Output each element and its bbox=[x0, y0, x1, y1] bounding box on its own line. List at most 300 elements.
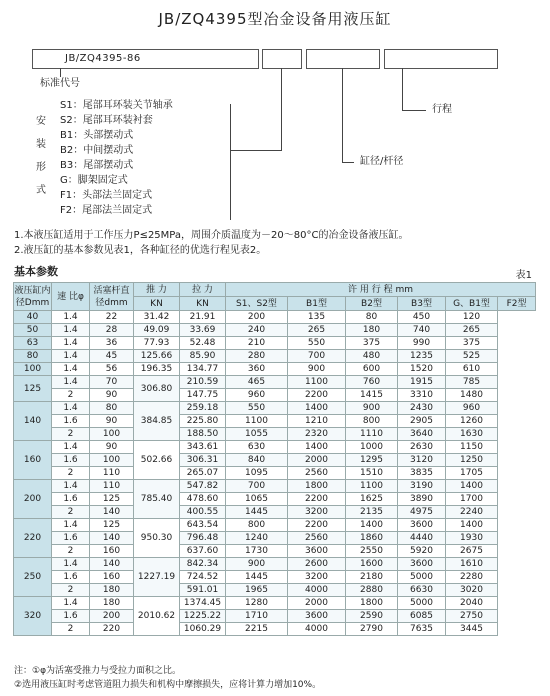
stroke-cell: 700 bbox=[226, 480, 288, 493]
stroke-cell: 2240 bbox=[446, 506, 498, 519]
stroke-cell: 120 bbox=[446, 311, 498, 324]
stroke-cell: 1400 bbox=[288, 441, 346, 454]
stroke-cell: 2590 bbox=[346, 610, 398, 623]
pull-cell: 85.90 bbox=[180, 350, 226, 363]
table-row bbox=[14, 402, 536, 415]
header-ratio: 速 比φ bbox=[52, 283, 90, 311]
stroke-cell: 2000 bbox=[288, 454, 346, 467]
stroke-cell: 1400 bbox=[346, 519, 398, 532]
table-row bbox=[14, 532, 536, 545]
parameter-table-body bbox=[14, 311, 536, 636]
ratio-cell: 1.4 bbox=[52, 311, 90, 324]
stroke-cell: 2675 bbox=[446, 545, 498, 558]
table-row bbox=[14, 428, 536, 441]
stroke-cell: 1700 bbox=[446, 493, 498, 506]
stroke-cell: 2320 bbox=[288, 428, 346, 441]
pull-cell: 33.69 bbox=[180, 324, 226, 337]
stroke-cell: 800 bbox=[346, 415, 398, 428]
bore-cell: 320 bbox=[14, 597, 52, 636]
note-line: 1.本液压缸适用于工作压力P≤25MPa，周围介质温度为－20～80°C的冶金设备液压缸。 bbox=[14, 230, 409, 241]
stroke-cell: 465 bbox=[226, 376, 288, 389]
ratio-cell: 1.6 bbox=[52, 571, 90, 584]
table-row bbox=[14, 558, 536, 571]
stroke-cell: 900 bbox=[346, 402, 398, 415]
pull-cell: 724.52 bbox=[180, 571, 226, 584]
ratio-cell: 1.4 bbox=[52, 376, 90, 389]
header-stroke-col: B2型 bbox=[346, 297, 398, 311]
stroke-cell: 3020 bbox=[446, 584, 498, 597]
stroke-cell: 1600 bbox=[346, 558, 398, 571]
stroke-cell: 525 bbox=[446, 350, 498, 363]
rod-cell: 180 bbox=[90, 584, 134, 597]
stroke-cell: 1210 bbox=[288, 415, 346, 428]
header-pull: 拉 力 bbox=[180, 283, 226, 297]
stroke-cell: 1150 bbox=[446, 441, 498, 454]
pull-cell: 637.60 bbox=[180, 545, 226, 558]
mount-item: S1：尾部耳环装关节轴承 bbox=[60, 100, 173, 111]
push-cell: 125.66 bbox=[134, 350, 180, 363]
stroke-cell: 1110 bbox=[346, 428, 398, 441]
bore-cell: 40 bbox=[14, 311, 52, 324]
stroke-cell: 1240 bbox=[226, 532, 288, 545]
ratio-cell: 1.4 bbox=[52, 350, 90, 363]
header-bore: 液压缸内 径Dmm bbox=[14, 283, 52, 311]
stroke-cell: 1095 bbox=[226, 467, 288, 480]
rod-cell: 160 bbox=[90, 571, 134, 584]
pull-cell: 343.61 bbox=[180, 441, 226, 454]
leader-line bbox=[230, 150, 282, 151]
mount-item: B3：尾部摆动式 bbox=[60, 160, 134, 171]
push-cell: 1227.19 bbox=[134, 558, 180, 597]
pull-cell: 306.31 bbox=[180, 454, 226, 467]
header-push-unit: KN bbox=[134, 297, 180, 311]
stroke-cell: 2215 bbox=[226, 623, 288, 636]
stroke-cell: 200 bbox=[226, 311, 288, 324]
ratio-cell: 1.4 bbox=[52, 402, 90, 415]
mount-side-char: 形 bbox=[36, 162, 46, 173]
code-box-standard bbox=[32, 49, 259, 69]
stroke-cell: 3200 bbox=[288, 506, 346, 519]
table-row bbox=[14, 376, 536, 389]
ratio-cell: 1.6 bbox=[52, 532, 90, 545]
pull-cell: 400.55 bbox=[180, 506, 226, 519]
pull-cell: 147.75 bbox=[180, 389, 226, 402]
stroke-cell: 630 bbox=[226, 441, 288, 454]
ratio-cell: 1.4 bbox=[52, 441, 90, 454]
table-row bbox=[14, 493, 536, 506]
table-label: 表1 bbox=[515, 270, 532, 281]
stroke-cell: 1480 bbox=[446, 389, 498, 402]
stroke-cell: 2550 bbox=[346, 545, 398, 558]
mount-item: B2：中间摆动式 bbox=[60, 145, 134, 156]
stroke-cell: 5000 bbox=[398, 597, 446, 610]
mount-item: F1：头部法兰固定式 bbox=[60, 190, 153, 201]
stroke-cell: 960 bbox=[446, 402, 498, 415]
push-cell: 2010.62 bbox=[134, 597, 180, 636]
header-stroke-col: B3型 bbox=[398, 297, 446, 311]
section-title: 基本参数 bbox=[14, 265, 58, 278]
stroke-cell: 760 bbox=[346, 376, 398, 389]
mount-side-char: 安 bbox=[36, 116, 46, 127]
stroke-cell: 1965 bbox=[226, 584, 288, 597]
stroke-cell: 1055 bbox=[226, 428, 288, 441]
stroke-cell: 1260 bbox=[446, 415, 498, 428]
rod-cell: 100 bbox=[90, 428, 134, 441]
stroke-cell: 2600 bbox=[288, 558, 346, 571]
stroke-cell: 1800 bbox=[288, 480, 346, 493]
leader-line bbox=[60, 68, 61, 77]
leader-line bbox=[402, 68, 403, 110]
ratio-cell: 2 bbox=[52, 389, 90, 402]
stroke-cell: 550 bbox=[288, 337, 346, 350]
rod-cell: 200 bbox=[90, 610, 134, 623]
header-stroke-col: G、B1型 bbox=[446, 297, 498, 311]
rod-cell: 36 bbox=[90, 337, 134, 350]
pull-cell: 643.54 bbox=[180, 519, 226, 532]
rod-cell: 90 bbox=[90, 441, 134, 454]
ratio-cell: 2 bbox=[52, 467, 90, 480]
ratio-cell: 1.6 bbox=[52, 493, 90, 506]
table-row bbox=[14, 519, 536, 532]
table-row bbox=[14, 350, 536, 363]
leader-line bbox=[230, 104, 231, 220]
pull-cell: 188.50 bbox=[180, 428, 226, 441]
table-row bbox=[14, 506, 536, 519]
stroke-cell: 1520 bbox=[398, 363, 446, 376]
rod-cell: 125 bbox=[90, 519, 134, 532]
ratio-cell: 2 bbox=[52, 545, 90, 558]
stroke-cell: 210 bbox=[226, 337, 288, 350]
ratio-cell: 1.4 bbox=[52, 324, 90, 337]
pull-cell: 21.91 bbox=[180, 311, 226, 324]
mount-item: G：脚架固定式 bbox=[60, 175, 128, 186]
stroke-cell: 3835 bbox=[398, 467, 446, 480]
stroke-cell: 1400 bbox=[446, 480, 498, 493]
bore-rod-label: 缸径/杆径 bbox=[360, 156, 404, 167]
stroke-cell: 785 bbox=[446, 376, 498, 389]
code-box-bore bbox=[306, 49, 380, 69]
stroke-cell: 2200 bbox=[288, 389, 346, 402]
pull-cell: 259.18 bbox=[180, 402, 226, 415]
rod-cell: 110 bbox=[90, 467, 134, 480]
stroke-cell: 3600 bbox=[398, 558, 446, 571]
stroke-cell: 4000 bbox=[288, 623, 346, 636]
header-stroke-col: B1型 bbox=[288, 297, 346, 311]
stroke-cell: 610 bbox=[446, 363, 498, 376]
header-rod: 活塞杆直 径dmm bbox=[90, 283, 134, 311]
stroke-cell: 480 bbox=[346, 350, 398, 363]
mount-side-char: 装 bbox=[36, 139, 46, 150]
header-stroke-col: F2型 bbox=[498, 297, 536, 311]
stroke-cell: 5920 bbox=[398, 545, 446, 558]
stroke-cell: 2200 bbox=[288, 493, 346, 506]
stroke-cell: 180 bbox=[346, 324, 398, 337]
bore-cell: 125 bbox=[14, 376, 52, 402]
bore-cell: 250 bbox=[14, 558, 52, 597]
stroke-cell: 1510 bbox=[346, 467, 398, 480]
stroke-cell: 3600 bbox=[288, 610, 346, 623]
pull-cell: 265.07 bbox=[180, 467, 226, 480]
table-row bbox=[14, 454, 536, 467]
header-pull-unit: KN bbox=[180, 297, 226, 311]
table-row bbox=[14, 363, 536, 376]
bore-cell: 50 bbox=[14, 324, 52, 337]
mount-item: S2：尾部耳环装衬套 bbox=[60, 115, 153, 126]
stroke-cell: 1930 bbox=[446, 532, 498, 545]
stroke-cell: 2790 bbox=[346, 623, 398, 636]
stroke-cell: 2200 bbox=[288, 519, 346, 532]
stroke-cell: 2630 bbox=[398, 441, 446, 454]
stroke-cell: 1860 bbox=[346, 532, 398, 545]
pull-cell: 52.48 bbox=[180, 337, 226, 350]
ratio-cell: 1.4 bbox=[52, 363, 90, 376]
table-row bbox=[14, 415, 536, 428]
stroke-cell: 1295 bbox=[346, 454, 398, 467]
stroke-cell: 265 bbox=[288, 324, 346, 337]
stroke-cell: 2560 bbox=[288, 467, 346, 480]
stroke-cell: 2040 bbox=[446, 597, 498, 610]
rod-cell: 140 bbox=[90, 558, 134, 571]
ratio-cell: 2 bbox=[52, 623, 90, 636]
stroke-cell: 2905 bbox=[398, 415, 446, 428]
pull-cell: 210.59 bbox=[180, 376, 226, 389]
stroke-cell: 2430 bbox=[398, 402, 446, 415]
stroke-cell: 2560 bbox=[288, 532, 346, 545]
leader-line bbox=[402, 110, 426, 111]
leader-line bbox=[342, 68, 343, 162]
stroke-cell: 1625 bbox=[346, 493, 398, 506]
push-cell: 31.42 bbox=[134, 311, 180, 324]
stroke-cell: 550 bbox=[226, 402, 288, 415]
stroke-cell: 3640 bbox=[398, 428, 446, 441]
stroke-cell: 1710 bbox=[226, 610, 288, 623]
stroke-cell: 1445 bbox=[226, 571, 288, 584]
page-title: JB/ZQ4395型冶金设备用液压缸 bbox=[158, 10, 392, 28]
ratio-cell: 2 bbox=[52, 506, 90, 519]
stroke-cell: 1280 bbox=[226, 597, 288, 610]
stroke-cell: 2000 bbox=[288, 597, 346, 610]
pull-cell: 1225.22 bbox=[180, 610, 226, 623]
mount-side-char: 式 bbox=[36, 185, 46, 196]
stroke-cell: 1100 bbox=[288, 376, 346, 389]
rod-cell: 140 bbox=[90, 506, 134, 519]
stroke-cell: 740 bbox=[398, 324, 446, 337]
push-cell: 306.80 bbox=[134, 376, 180, 402]
rod-cell: 220 bbox=[90, 623, 134, 636]
bore-cell: 220 bbox=[14, 519, 52, 558]
stroke-cell: 3310 bbox=[398, 389, 446, 402]
table-row bbox=[14, 311, 536, 324]
table-row bbox=[14, 584, 536, 597]
pull-cell: 591.01 bbox=[180, 584, 226, 597]
leader-line bbox=[342, 162, 354, 163]
ratio-cell: 1.4 bbox=[52, 480, 90, 493]
stroke-cell: 240 bbox=[226, 324, 288, 337]
stroke-cell: 960 bbox=[226, 389, 288, 402]
stroke-cell: 1400 bbox=[288, 402, 346, 415]
stroke-cell: 1610 bbox=[446, 558, 498, 571]
rod-cell: 125 bbox=[90, 493, 134, 506]
stroke-cell: 2880 bbox=[346, 584, 398, 597]
stroke-cell: 1250 bbox=[446, 454, 498, 467]
ratio-cell: 2 bbox=[52, 584, 90, 597]
stroke-cell: 1915 bbox=[398, 376, 446, 389]
rod-cell: 110 bbox=[90, 480, 134, 493]
stroke-cell: 800 bbox=[226, 519, 288, 532]
stroke-cell: 1800 bbox=[346, 597, 398, 610]
stroke-label: 行程 bbox=[432, 104, 452, 115]
stroke-cell: 280 bbox=[226, 350, 288, 363]
stroke-cell: 900 bbox=[226, 558, 288, 571]
stroke-cell: 2135 bbox=[346, 506, 398, 519]
stroke-cell: 6085 bbox=[398, 610, 446, 623]
code-box-stroke bbox=[384, 49, 498, 69]
stroke-cell: 1415 bbox=[346, 389, 398, 402]
stroke-cell: 3190 bbox=[398, 480, 446, 493]
footnote: 注：①φ为活塞受推力与受拉力面积之比。 bbox=[14, 666, 182, 676]
stroke-cell: 5000 bbox=[398, 571, 446, 584]
table-row bbox=[14, 389, 536, 402]
table-row bbox=[14, 610, 536, 623]
stroke-cell: 80 bbox=[346, 311, 398, 324]
bore-cell: 63 bbox=[14, 337, 52, 350]
stroke-cell: 840 bbox=[226, 454, 288, 467]
ratio-cell: 1.6 bbox=[52, 415, 90, 428]
stroke-cell: 1730 bbox=[226, 545, 288, 558]
stroke-cell: 7635 bbox=[398, 623, 446, 636]
rod-cell: 140 bbox=[90, 532, 134, 545]
table-row bbox=[14, 441, 536, 454]
header-stroke-col: S1、S2型 bbox=[226, 297, 288, 311]
stroke-cell: 2280 bbox=[446, 571, 498, 584]
stroke-cell: 1000 bbox=[346, 441, 398, 454]
ratio-cell: 1.4 bbox=[52, 558, 90, 571]
table-row bbox=[14, 623, 536, 636]
stroke-cell: 4440 bbox=[398, 532, 446, 545]
mount-item: F2：尾部法兰固定式 bbox=[60, 205, 153, 216]
stroke-cell: 4000 bbox=[288, 584, 346, 597]
pull-cell: 796.48 bbox=[180, 532, 226, 545]
ratio-cell: 2 bbox=[52, 428, 90, 441]
table-row bbox=[14, 480, 536, 493]
table-row bbox=[14, 324, 536, 337]
table-row bbox=[14, 597, 536, 610]
table-row bbox=[14, 337, 536, 350]
stroke-cell: 360 bbox=[226, 363, 288, 376]
pull-cell: 842.34 bbox=[180, 558, 226, 571]
rod-cell: 180 bbox=[90, 597, 134, 610]
bore-cell: 100 bbox=[14, 363, 52, 376]
bore-cell: 80 bbox=[14, 350, 52, 363]
push-cell: 950.30 bbox=[134, 519, 180, 558]
stroke-cell: 1065 bbox=[226, 493, 288, 506]
pull-cell: 547.82 bbox=[180, 480, 226, 493]
standard-code-label: 标准代号 bbox=[40, 78, 80, 89]
rod-cell: 56 bbox=[90, 363, 134, 376]
rod-cell: 90 bbox=[90, 389, 134, 402]
stroke-cell: 3890 bbox=[398, 493, 446, 506]
push-cell: 502.66 bbox=[134, 441, 180, 480]
leader-line bbox=[281, 68, 282, 150]
stroke-cell: 1630 bbox=[446, 428, 498, 441]
stroke-cell: 900 bbox=[288, 363, 346, 376]
pull-cell: 134.77 bbox=[180, 363, 226, 376]
stroke-cell: 2180 bbox=[346, 571, 398, 584]
push-cell: 49.09 bbox=[134, 324, 180, 337]
rod-cell: 22 bbox=[90, 311, 134, 324]
rod-cell: 160 bbox=[90, 545, 134, 558]
rod-cell: 45 bbox=[90, 350, 134, 363]
note-line: 2.液压缸的基本参数见表1，各种缸径的优选行程见表2。 bbox=[14, 245, 267, 256]
ratio-cell: 1.4 bbox=[52, 337, 90, 350]
code-box-mount bbox=[262, 49, 302, 69]
ratio-cell: 1.6 bbox=[52, 610, 90, 623]
stroke-cell: 265 bbox=[446, 324, 498, 337]
stroke-cell: 375 bbox=[446, 337, 498, 350]
bore-cell: 200 bbox=[14, 480, 52, 519]
stroke-cell: 3445 bbox=[446, 623, 498, 636]
push-cell: 77.93 bbox=[134, 337, 180, 350]
stroke-cell: 450 bbox=[398, 311, 446, 324]
mount-item: B1：头部摆动式 bbox=[60, 130, 134, 141]
stroke-cell: 1705 bbox=[446, 467, 498, 480]
stroke-cell: 4975 bbox=[398, 506, 446, 519]
stroke-cell: 375 bbox=[346, 337, 398, 350]
pull-cell: 225.80 bbox=[180, 415, 226, 428]
rod-cell: 28 bbox=[90, 324, 134, 337]
table-row bbox=[14, 467, 536, 480]
stroke-cell: 1445 bbox=[226, 506, 288, 519]
bore-cell: 160 bbox=[14, 441, 52, 480]
stroke-cell: 3600 bbox=[288, 545, 346, 558]
rod-cell: 80 bbox=[90, 402, 134, 415]
stroke-cell: 990 bbox=[398, 337, 446, 350]
rod-cell: 70 bbox=[90, 376, 134, 389]
stroke-cell: 3200 bbox=[288, 571, 346, 584]
rod-cell: 100 bbox=[90, 454, 134, 467]
parameter-table bbox=[13, 282, 536, 636]
stroke-cell: 3120 bbox=[398, 454, 446, 467]
push-cell: 785.40 bbox=[134, 480, 180, 519]
ratio-cell: 1.4 bbox=[52, 519, 90, 532]
pull-cell: 1374.45 bbox=[180, 597, 226, 610]
stroke-cell: 1400 bbox=[446, 519, 498, 532]
standard-code-text: JB/ZQ4395-86 bbox=[65, 53, 141, 64]
stroke-cell: 2750 bbox=[446, 610, 498, 623]
stroke-cell: 135 bbox=[288, 311, 346, 324]
stroke-cell: 600 bbox=[346, 363, 398, 376]
stroke-cell: 3600 bbox=[398, 519, 446, 532]
ratio-cell: 1.6 bbox=[52, 454, 90, 467]
bore-cell: 140 bbox=[14, 402, 52, 441]
footnote: ②选用液压缸时考虑管道阻力损失和机构中摩擦损失，应将计算力增加10%。 bbox=[14, 680, 322, 690]
rod-cell: 90 bbox=[90, 415, 134, 428]
header-stroke-group: 许 用 行 程 mm bbox=[226, 283, 536, 297]
table-row bbox=[14, 571, 536, 584]
table-row bbox=[14, 545, 536, 558]
stroke-cell: 1100 bbox=[226, 415, 288, 428]
ratio-cell: 1.4 bbox=[52, 597, 90, 610]
stroke-cell: 6630 bbox=[398, 584, 446, 597]
pull-cell: 478.60 bbox=[180, 493, 226, 506]
stroke-cell: 1235 bbox=[398, 350, 446, 363]
pull-cell: 1060.29 bbox=[180, 623, 226, 636]
push-cell: 384.85 bbox=[134, 402, 180, 441]
stroke-cell: 700 bbox=[288, 350, 346, 363]
stroke-cell: 1100 bbox=[346, 480, 398, 493]
push-cell: 196.35 bbox=[134, 363, 180, 376]
header-push: 推 力 bbox=[134, 283, 180, 297]
